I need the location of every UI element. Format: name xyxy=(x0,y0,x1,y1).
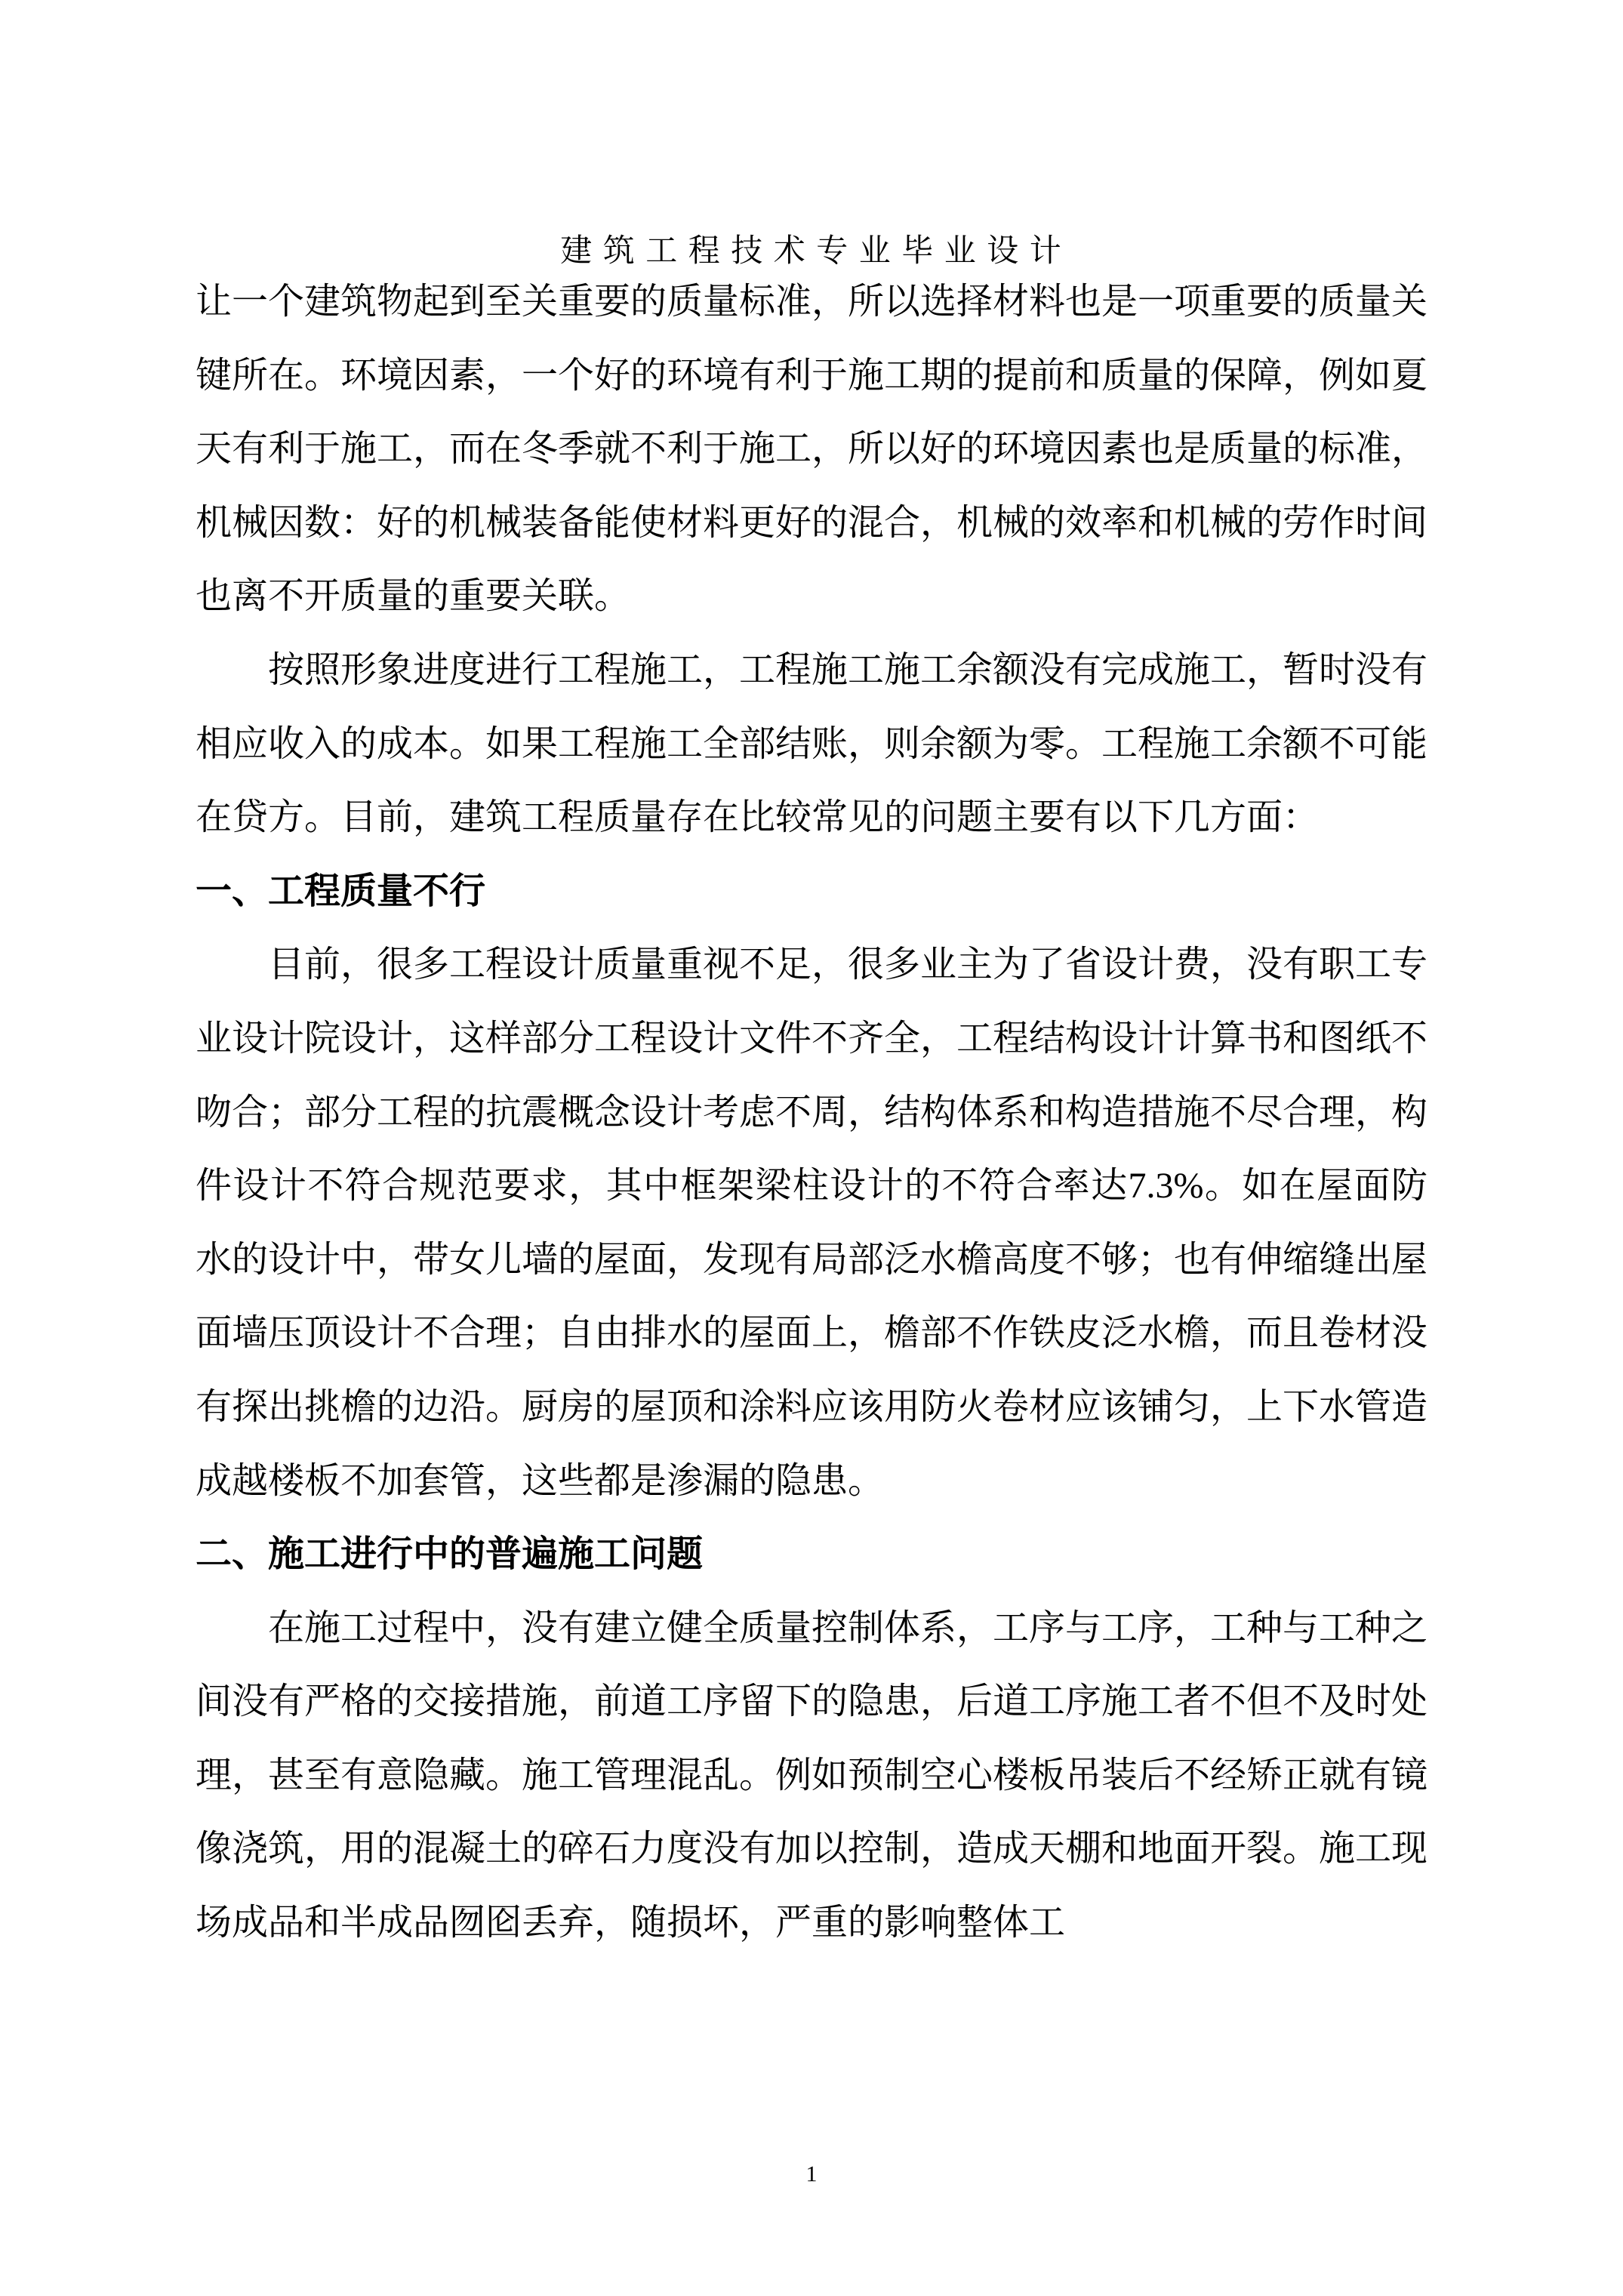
document-title: 建 筑 工 程 技 术 专 业 毕 业 设 计 xyxy=(560,234,1063,269)
page-number: 1 xyxy=(805,2162,818,2187)
paragraph-construction-problems: 在施工过程中，没有建立健全质量控制体系，工序与工序，工种与工种之间没有严格的交接措施，前道工序留下的隐患，后道工序施工者不但不及时处理，甚至有意隐藏。施工管理混乱。例如预制空心楼板吊装后不经矫正就有镜像浇筑，用的混凝土的碎石力度没有加以控制，造成天棚和地面开裂。施工现场成品和半成品囫囵丢弃，随损坏，严重的影响整体工 xyxy=(196,1607,1428,1943)
paragraph-quality-standards: 让一个建筑物起到至关重要的质量标准，所以选择材料也是一项重要的质量关键所在。环境因素，一个好的环境有利于施工期的提前和质量的保障，例如夏天有利于施工，而在冬季就不利于施工，所以好的环境因素也是质量的标准，机械因数：好的机械装备能使材料更好的混合，机械的效率和机械的劳作时间也离不开质量的重要关联。 xyxy=(196,282,1428,617)
paragraph-progress-balance: 按照形象进度进行工程施工，工程施工施工余额没有完成施工，暂时没有相应收入的成本。如果工程施工全部结账，则余额为零。工程施工余额不可能在贷方。目前，建筑工程质量存在比较常见的问题主要有以下几方面： xyxy=(196,649,1428,838)
section-heading-2: 二、施工进行中的普遍施工问题 xyxy=(196,1534,704,1575)
section-heading-1: 一、工程质量不行 xyxy=(196,871,486,911)
document-body xyxy=(196,234,1428,1960)
paragraph-design-quality: 目前，很多工程设计质量重视不足，很多业主为了省设计费，没有职工专业设计院设计，这样部分工程设计文件不齐全，工程结构设计计算书和图纸不吻合；部分工程的抗震概念设计考虑不周，结构体系和构造措施不尽合理，构件设计不符合规范要求，其中框架梁柱设计的不符合率达7.3%。如在屋面防水的设计中，带女儿墙的屋面，发现有局部泛水檐高度不够；也有伸缩缝出屋面墙压顶设计不合理；自由排水的屋面上，檐部不作铁皮泛水檐，而且卷材没有探出挑檐的边沿。厨房的屋顶和涂料应该用防火卷材应该铺匀，上下水管造成越楼板不加套管，这些都是渗漏的隐患。 xyxy=(196,945,1428,1501)
